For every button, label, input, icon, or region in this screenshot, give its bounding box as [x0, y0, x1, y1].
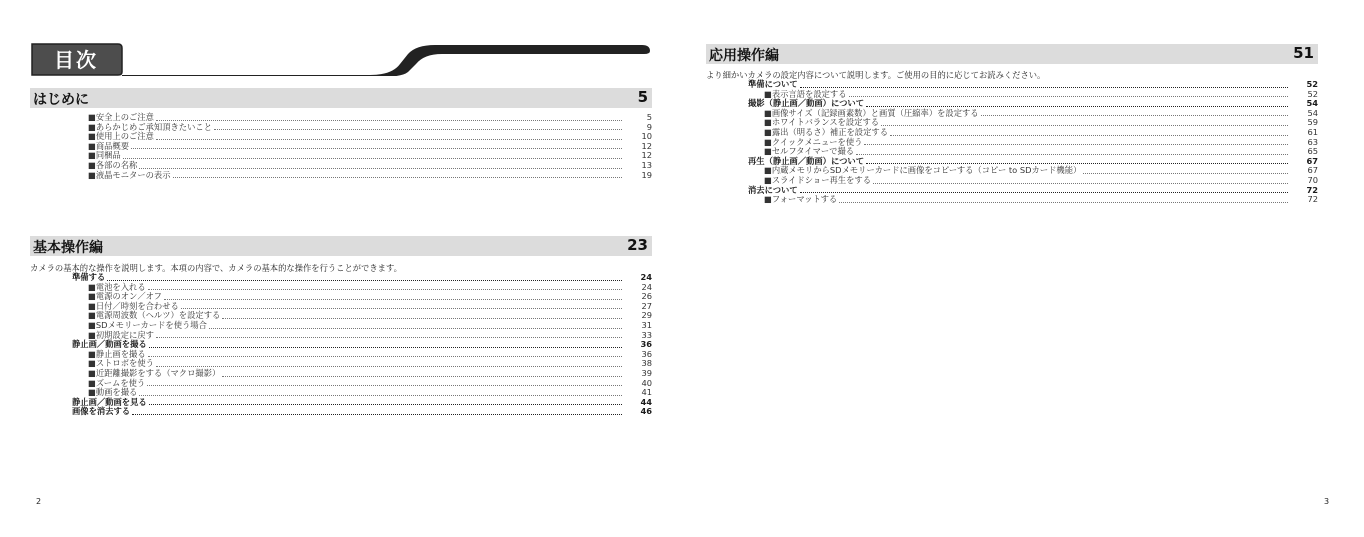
- toc-entry-title: ■スライドショー再生をする: [764, 174, 871, 185]
- toc-entry-title: 撮影（静止画／動画）について: [748, 98, 864, 109]
- toc-entry[interactable]: [30, 142, 652, 152]
- toc-entry-page: 67: [1307, 165, 1318, 176]
- section-page-number: 5: [637, 88, 648, 106]
- toc-entry-page: 39: [641, 367, 652, 378]
- toc-entry-page: 46: [640, 406, 652, 417]
- dot-leader: [123, 157, 622, 159]
- toc-entry-page: 40: [641, 377, 652, 388]
- section-page-number: 23: [627, 236, 648, 254]
- toc-entry-page: 52: [1307, 88, 1318, 99]
- toc-entry-title: ■静止画を撮る: [88, 348, 146, 359]
- title-banner-shape: [30, 42, 652, 76]
- page-number-left: 2: [36, 497, 42, 506]
- toc-entry-page: 24: [641, 281, 652, 292]
- toc-entry-page: 44: [640, 396, 652, 407]
- left-page: [30, 0, 652, 537]
- section-description: カメラの基本的な操作を説明します。本項の内容で、カメラの基本的な操作を行うことができます。: [30, 263, 402, 273]
- toc-list-basic: [30, 273, 652, 417]
- dot-leader: [222, 317, 622, 319]
- toc-entry[interactable]: [706, 176, 1318, 186]
- dot-leader: [866, 105, 1288, 107]
- toc-entry-page: 5: [646, 112, 652, 122]
- dot-leader: [800, 191, 1288, 193]
- toc-entry-page: 12: [641, 150, 652, 161]
- toc-entry-page: 72: [1307, 194, 1318, 205]
- toc-entry-title: ■電源周波数（ヘルツ）を設定する: [88, 310, 221, 321]
- toc-entry-page: 33: [641, 329, 652, 340]
- dot-leader: [139, 394, 622, 396]
- section-page-number: 51: [1293, 44, 1314, 62]
- dot-leader: [156, 336, 622, 338]
- dot-leader: [164, 298, 622, 300]
- toc-entry-page: 36: [641, 348, 652, 359]
- toc-title-banner: [30, 42, 652, 76]
- toc-entry-page: 13: [641, 159, 652, 170]
- dot-leader: [222, 375, 622, 377]
- toc-entry-title: ■動画を撮る: [88, 387, 138, 398]
- toc-entry-title: 準備について: [748, 79, 798, 89]
- toc-entry-title: ■近距離撮影をする（マクロ撮影）: [88, 367, 221, 378]
- section-description: より細かいカメラの設定内容について説明します。ご使用の目的に応じてお読みください。: [706, 70, 1046, 80]
- toc-entry-title: ■表示言語を設定する: [764, 88, 847, 99]
- toc-entry-page: 10: [641, 131, 652, 142]
- dot-leader: [849, 95, 1288, 97]
- toc-entry-page: 59: [1307, 117, 1318, 128]
- toc-entry-title: ■クイックメニューを使う: [764, 136, 863, 147]
- toc-entry-title: 静止画／動画を見る: [72, 396, 147, 407]
- toc-entry-title: 画像を消去する: [72, 406, 131, 417]
- toc-entry-page: 72: [1306, 184, 1318, 195]
- toc-entry-page: 27: [641, 300, 652, 311]
- section-header-advanced: [706, 44, 1318, 64]
- page-title: 目次: [54, 48, 98, 72]
- dot-leader: [156, 138, 622, 140]
- dot-leader: [181, 307, 622, 309]
- dot-leader: [147, 384, 622, 386]
- toc-entry-page: 26: [641, 291, 652, 302]
- toc-entry-title: 消去について: [748, 184, 798, 195]
- toc-entry-page: 70: [1307, 174, 1318, 185]
- toc-entry-title: ■日付／時刻を合わせる: [88, 300, 179, 311]
- toc-entry-title: ■ズームを使う: [88, 377, 146, 388]
- toc-entry-title: ■あらかじめご承知頂きたいこと: [88, 121, 212, 132]
- toc-entry-title: ■セルフタイマーで撮る: [764, 146, 855, 157]
- dot-leader: [873, 182, 1288, 184]
- toc-entry-title: ■内蔵メモリからSDメモリーカードに画像をコピーする（コピー to SDカード機能）: [764, 165, 1082, 176]
- dot-leader: [209, 327, 622, 329]
- toc-entry-page: 41: [641, 387, 652, 398]
- dot-leader: [107, 279, 622, 281]
- toc-entry-title: ■露出（明るさ）補正を設定する: [764, 126, 888, 137]
- toc-entry-page: 29: [641, 310, 652, 321]
- section-label: はじめに: [33, 92, 89, 108]
- dot-leader: [981, 114, 1288, 116]
- toc-entry-page: 54: [1307, 107, 1318, 118]
- toc-entry-title: ■商品概要: [88, 140, 130, 151]
- toc-entry-title: ■初期設定に戻す: [88, 329, 154, 340]
- toc-entry-page: 38: [641, 358, 652, 369]
- dot-leader: [149, 346, 622, 348]
- dot-leader: [148, 355, 622, 357]
- toc-entry-title: 準備する: [72, 272, 106, 282]
- toc-entry-page: 36: [640, 339, 652, 350]
- toc-entry-title: 静止画／動画を撮る: [72, 339, 147, 350]
- dot-leader: [1083, 172, 1288, 174]
- dot-leader: [173, 176, 622, 178]
- toc-entry-page: 24: [640, 272, 652, 282]
- dot-leader: [149, 403, 622, 405]
- toc-entry-title: ■ホワイトバランスを設定する: [764, 117, 880, 128]
- toc-entry[interactable]: [706, 195, 1318, 205]
- section-label: 応用操作編: [709, 48, 779, 64]
- toc-entry-page: 31: [641, 319, 652, 330]
- dot-leader: [866, 162, 1288, 164]
- toc-entry-page: 54: [1306, 98, 1318, 109]
- section-header-basic: [30, 236, 652, 256]
- toc-entry-title: ■液晶モニターの表示: [88, 169, 171, 180]
- section-header-intro: [30, 88, 652, 108]
- dot-leader: [800, 86, 1288, 88]
- toc-entry-page: 61: [1307, 126, 1318, 137]
- dot-leader: [864, 143, 1288, 145]
- dot-leader: [139, 167, 622, 169]
- toc-entry-page: 19: [641, 169, 652, 180]
- toc-list-advanced: [706, 80, 1318, 205]
- dot-leader: [156, 365, 622, 367]
- dot-leader: [856, 153, 1288, 155]
- toc-entry-title: 再生（静止画／動画）について: [748, 155, 864, 166]
- toc-entry-page: 12: [641, 140, 652, 151]
- dot-leader: [890, 134, 1288, 136]
- dot-leader: [131, 147, 622, 149]
- toc-entry-title: ■画像サイズ（記録画素数）と画質（圧縮率）を設定する: [764, 107, 979, 118]
- toc-entry-title: ■電源のオン／オフ: [88, 291, 162, 302]
- dot-leader: [214, 128, 622, 130]
- dot-leader: [839, 201, 1288, 203]
- toc-entry-title: ■安全上のご注意: [88, 112, 154, 122]
- toc-entry-title: ■ストロボを使う: [88, 358, 154, 369]
- toc-entry-title: ■電池を入れる: [88, 281, 146, 292]
- dot-leader: [148, 288, 622, 290]
- toc-entry-title: ■使用上のご注意: [88, 131, 154, 142]
- toc-entry-page: 9: [646, 121, 652, 132]
- toc-entry-title: ■SDメモリーカードを使う場合: [88, 319, 207, 330]
- toc-list-intro: [30, 113, 652, 180]
- section-label: 基本操作編: [33, 240, 103, 256]
- toc-entry-page: 67: [1306, 155, 1318, 166]
- right-page: [706, 0, 1318, 537]
- toc-entry-title: ■各部の名称: [88, 159, 138, 170]
- dot-leader: [156, 119, 622, 121]
- toc-entry-title: ■フォーマットする: [764, 194, 838, 205]
- toc-entry-page: 63: [1307, 136, 1318, 147]
- toc-entry-page: 65: [1307, 146, 1318, 157]
- page-number-right: 3: [1324, 497, 1330, 506]
- dot-leader: [881, 124, 1288, 126]
- toc-entry[interactable]: [30, 171, 652, 181]
- toc-entry[interactable]: [30, 407, 652, 417]
- toc-entry-title: ■同梱品: [88, 150, 121, 161]
- toc-entry-page: 52: [1306, 79, 1318, 89]
- dot-leader: [132, 413, 622, 415]
